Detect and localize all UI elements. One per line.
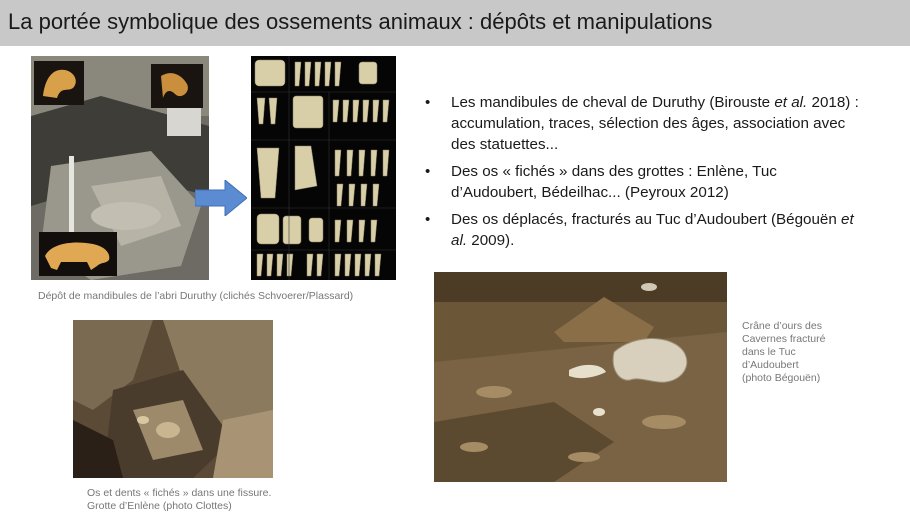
enlene-fissure-photo	[73, 320, 273, 478]
mandible-teeth-photo	[251, 56, 396, 280]
caption-duruthy: Dépôt de mandibules de l’abri Duruthy (clichés Schvoerer/Plassard)	[38, 290, 354, 302]
bullet-list	[424, 92, 864, 257]
right-arrow-icon	[195, 180, 247, 216]
caption-enlene: Os et dents « fichés » dans une fissure. Grotte d’Enlène (photo Clottes)	[87, 487, 272, 512]
bullet-item-duruthy: • Les mandibules de cheval de Duruthy (Birouste et al. 2018) : accumulation, traces, sélection des âges, association avec des statuettes...	[424, 92, 864, 155]
slide-title: La portée symbolique des ossements animaux : dépôts et manipulations	[8, 9, 713, 34]
bullet-item-os-fiches: • Des os « fichés » dans des grottes : Enlène, Tuc d’Audoubert, Bédeilhac... (Peyroux 2012)	[424, 161, 864, 203]
caption-crane: Crâne d’ours des Cavernes fracturé dans le Tuc d’Audoubert (photo Bégouën)	[742, 320, 826, 384]
bear-skull-photo	[434, 272, 727, 482]
bullet-item-os-deplaces: • Des os déplacés, fracturés au Tuc d’Audoubert (Bégouën et al. 2009).	[424, 209, 864, 251]
duruthy-deposit-photo	[31, 56, 209, 280]
title-bar	[0, 0, 910, 46]
